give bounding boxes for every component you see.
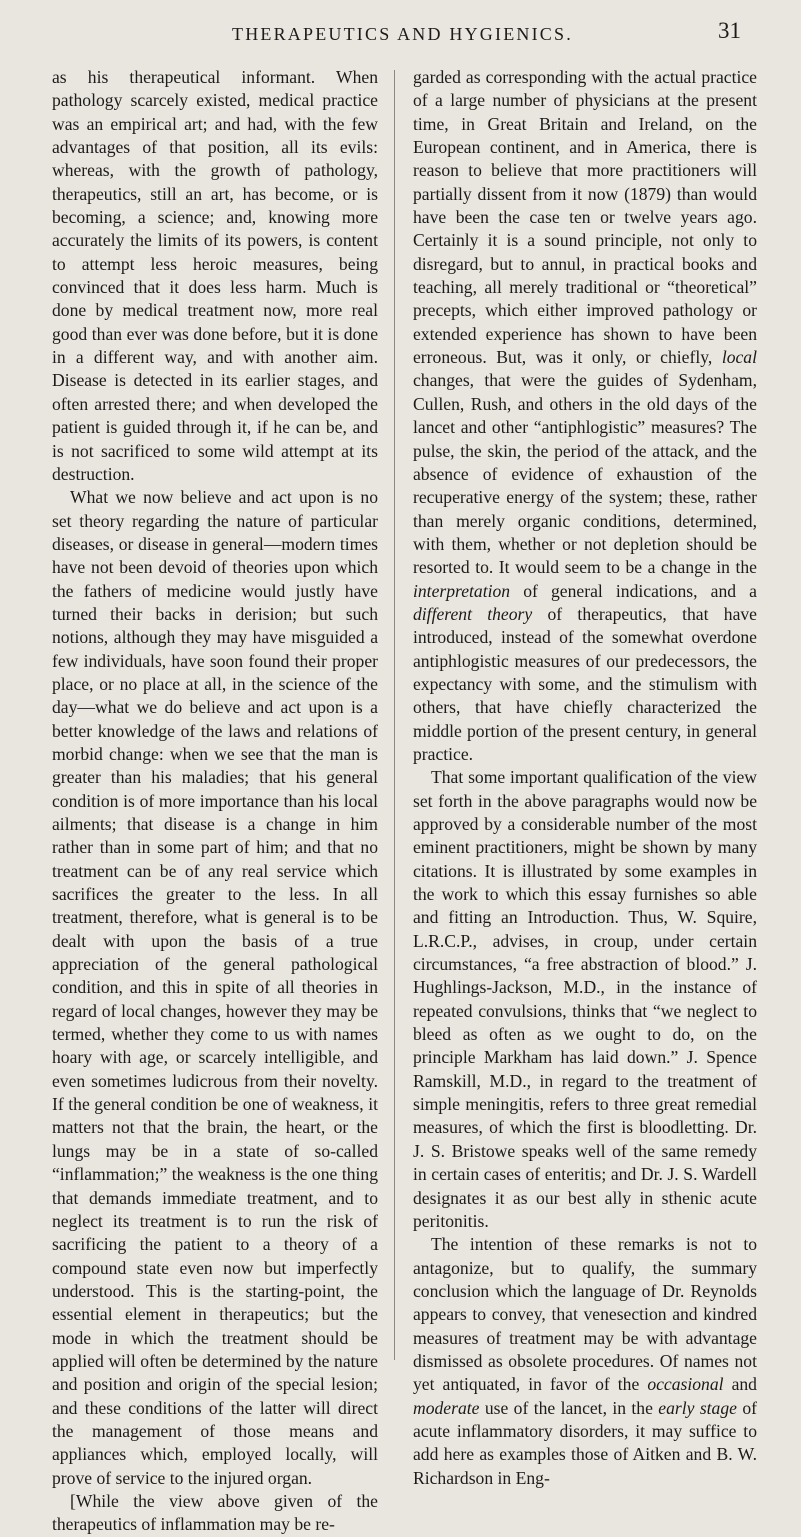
right-p1-italic-local: local — [721, 347, 757, 368]
page-number: 31 — [718, 18, 741, 43]
right-p1-italic-different-theory: different theory — [413, 603, 533, 624]
left-paragraph-1: as his therapeutical informant. When pathology scarcely existed, medical practice was an empirical art; and had, with the few advantages of that position, all its evils: whereas, with the growth of pathology, therapeutics, still an art, has become, or is becoming, a science; and, knowing more accurately the limits of its powers, is content to attempt less heroic measures, being convinced that it does less harm. Much is done by medical treatment now, more real good than ever was done before, but it is done in a different way, and with another aim. Disease is detected in its earlier stages, and often arrested there; and when developed the patient is guided through it, if he can be, and is not sacrificed to some wild attempt at its destruction. — [52, 67, 378, 484]
right-p1-italic-interpretation: interpretation — [413, 580, 511, 601]
left-paragraph-3: [While the view above given of the therapeutics of inflammation may be re- — [52, 1490, 378, 1535]
right-p3-text-c: use of the lancet, in the — [479, 1397, 659, 1418]
right-p3-text-b: and — [723, 1374, 757, 1395]
running-title: THERAPEUTICS AND HYGIENICS. — [232, 24, 573, 44]
right-paragraph-3 — [413, 1233, 757, 1490]
right-p3-text-a: The intention of these remarks is not to antagonize, but to qualify, the summary conclusion which the language of Dr. Reynolds appears to convey, that venesection and kindred measures of treatment may be with advantage dismissed as obsolete procedures. Of names not yet antiquated, in favor of the — [413, 1234, 757, 1395]
column-divider — [394, 70, 395, 1360]
right-column — [413, 66, 757, 1490]
left-column — [52, 66, 378, 1537]
left-paragraph-2: What we now believe and act upon is no set theory regarding the nature of particular diseases, or disease in general—modern times have not been devoid of theories upon which the fathers of medicine would justly have turned their backs in derision; but such notions, although they may have misguided a few individuals, have soon found their proper place, or no place at all, in the science of the day—what we do believe and act upon is a better knowledge of the laws and relations of morbid change: when we see that the man is greater than his maladies; that his general condition is of more importance than his local ailments; that disease is a change in him rather than in some part of him; and that no treatment can be of any real service which sacrifices the greater to the less. In all treatment, therefore, what is general is to be dealt with upon the basis of a true appreciation of the general pathological condition, and this in spite of all theories in regard of local changes, however they may be termed, whether they come to us with names hoary with age, or scarcely intelligible, and even sometimes ludicrous from their novelty. If the general condition be one of weakness, it matters not that the brain, the heart, or the lungs may be in a state of so-called “inflammation;” the weakness is the one thing that demands immediate treatment, and to neglect its treatment is to run the risk of sacrificing the patient to a theory of a compound state even now but imperfectly understood. This is the starting-point, the essential element in therapeutics; but the mode in which the treatment should be applied will often be determined by the nature and position and origin of the special lesion; and these conditions of the latter will direct the management of those means and appliances which, employed locally, will prove of service to the injured organ. — [52, 487, 378, 1488]
right-p1-text-b: changes, that were the guides of Sydenham, Cullen, Rush, and others in the old days of the lancet and other “antiphlogistic” measures? The pulse, the skin, the period of the attack, and the absence of evidence of exhaustion of the recuperative energy of the system; these, rather than merely organic conditions, determined, with them, whether or not depletion should be resorted to. It would seem to be a change in the — [413, 370, 757, 578]
right-paragraph-2: That some important qualification of the view set forth in the above paragraphs would now be approved by a considerable number of the most eminent practitioners, might be shown by many citations. It is illustrated by some examples in the work to which this essay furnishes so able and fitting an Introduction. Thus, W. Squire, L.R.C.P., advises, in croup, under certain circumstances, “a free abstraction of blood.” J. Hughlings-Jackson, M.D., in the instance of repeated convulsions, thinks that “we neglect to bleed as often as we ought to do, on the principle Markham has laid down.” J. Spence Ramskill, M.D., in regard to the treatment of simple meningitis, refers to three great remedial measures, of which the first is bloodletting. Dr. J. S. Bristowe speaks well of the same remedy in certain cases of enteritis; and Dr. J. S. Wardell designates it as our best ally in sthenic acute peritonitis. — [413, 767, 757, 1231]
right-p3-text-d: of acute inflammatory disorders, it may suffice to add here as examples those of Aitken and B. W. Richardson in Eng- — [413, 1397, 758, 1488]
running-head — [0, 18, 801, 50]
right-p1-text-a: garded as corresponding with the actual practice of a large number of physicians at the present time, in Great Britain and Ireland, on the European continent, and in America, there is reason to believe that more practitioners will partially dissent from it now (1879) than would have been the case ten or twelve years ago. Certainly it is a sound principle, not only to disregard, but to annul, in practical books and teaching, all merely traditional or “theoretical” precepts, which either improved pathology or extended experience has shown to have been erroneous. But, was it only, or chiefly, — [413, 67, 757, 368]
right-p3-italic-occasional: occasional — [647, 1374, 724, 1395]
right-p3-italic-early-stage: early stage — [658, 1397, 737, 1418]
right-p1-text-c: of general indications, and a — [510, 580, 757, 601]
right-p1-text-d: of therapeutics, that have introduced, instead of the somewhat overdone antiphlogistic measures of our predecessors, the expectancy with some, and the stimulism with others, that have chiefly characterized the middle portion of the present century, in general practice. — [413, 603, 757, 764]
right-paragraph-1 — [413, 66, 757, 766]
right-p3-italic-moderate: moderate — [413, 1397, 480, 1418]
